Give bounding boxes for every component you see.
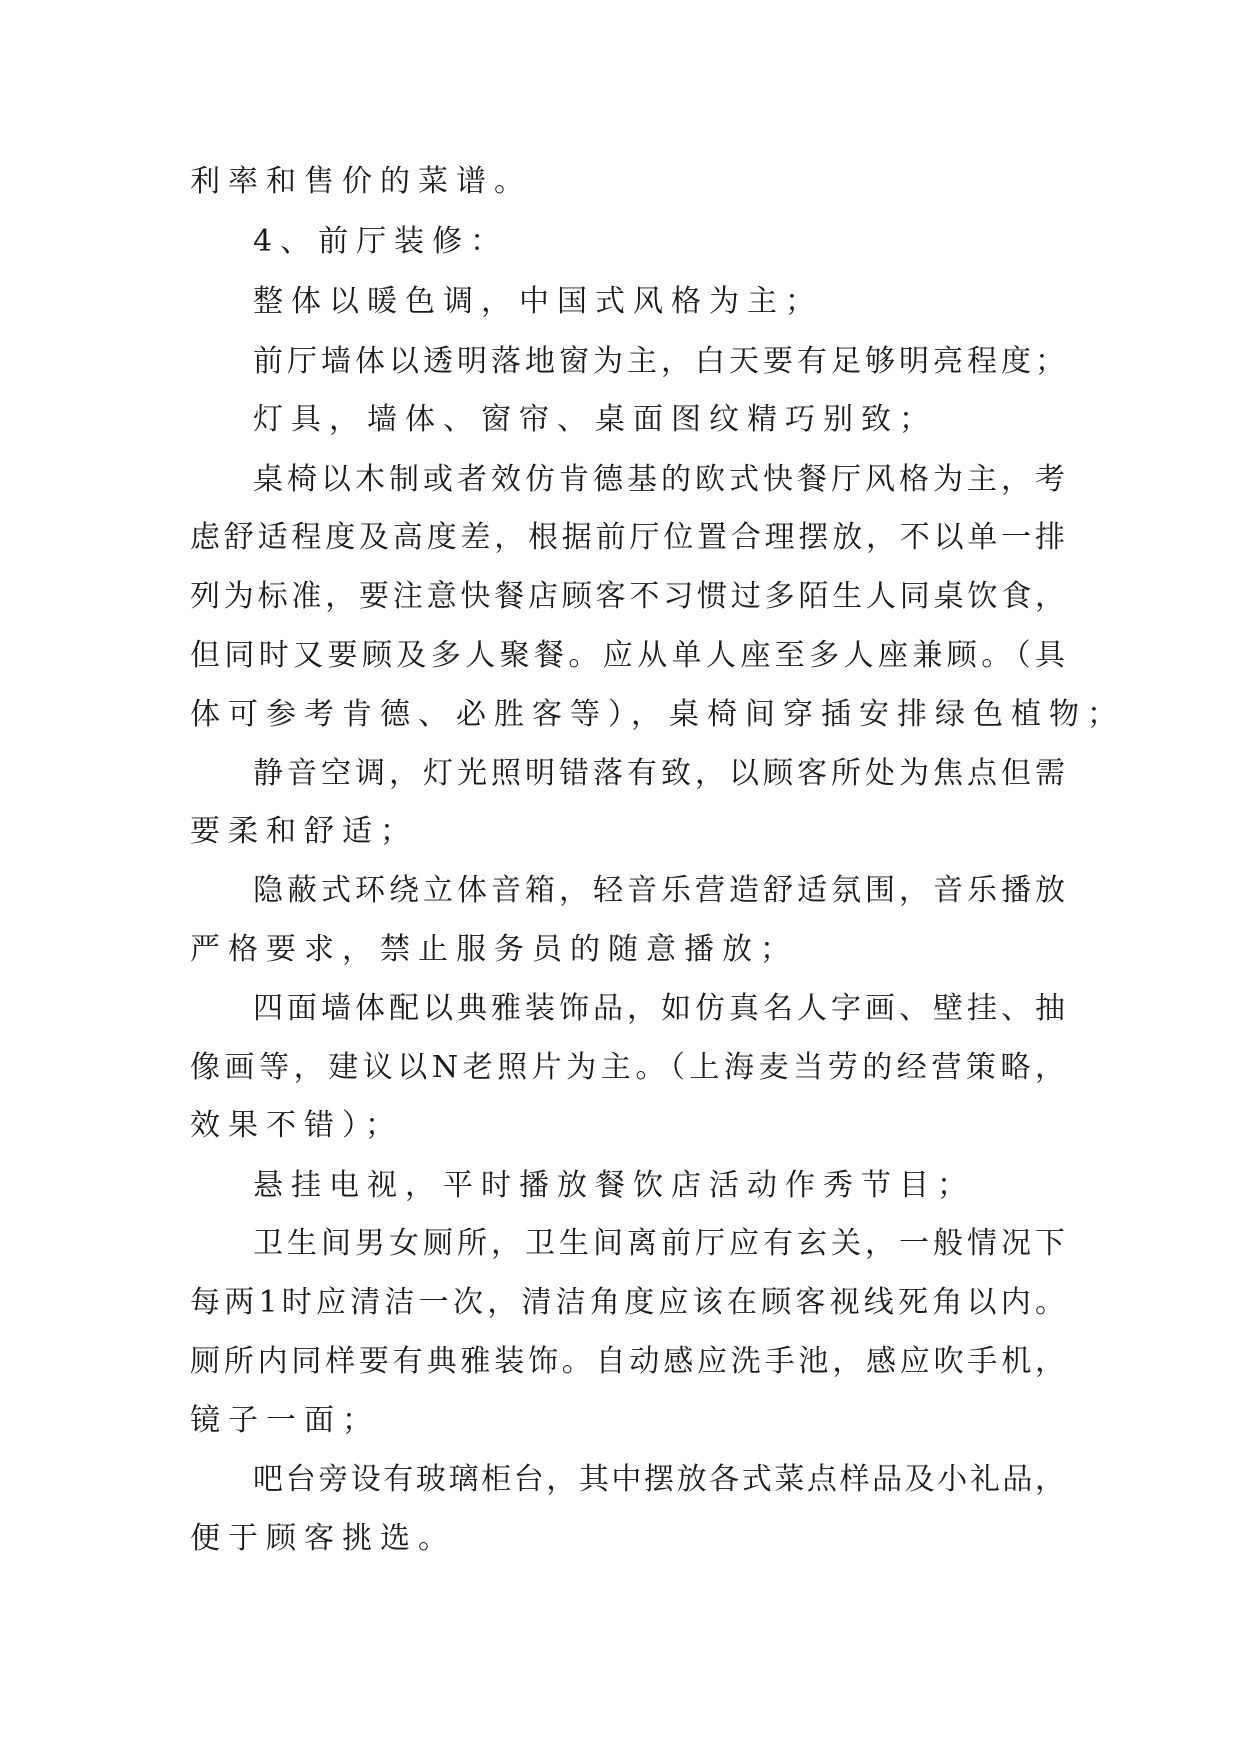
paragraph-line: 便于顾客挑选。 [190, 1521, 456, 1556]
paragraph-line: 每两1时应清洁一次，清洁角度应该在顾客视线死角以内。 [190, 1285, 1065, 1320]
paragraph-line: 灯具，墙体、窗帘、桌面图纹精巧别致； [253, 402, 937, 437]
paragraph-line: 体可参考肯德、必胜客等），桌椅间穿插安排绿色植物； [190, 697, 1125, 732]
paragraph-line: 隐蔽式环绕立体音箱，轻音乐营造舒适氛围，音乐播放 [253, 873, 1065, 908]
paragraph-line: 但同时又要顾及多人聚餐。应从单人座至多人座兼顾。（具 [190, 638, 1065, 673]
paragraph-line: 吧台旁设有玻璃柜台，其中摆放各式菜点样品及小礼品， [253, 1462, 1065, 1497]
paragraph-line: 整体以暖色调，中国式风格为主； [253, 284, 823, 319]
paragraph-line: 严格要求，禁止服务员的随意播放； [190, 932, 798, 967]
paragraph-line: 要柔和舒适； [190, 814, 418, 849]
paragraph-line: 静音空调，灯光照明错落有致，以顾客所处为焦点但需 [253, 756, 1065, 791]
paragraph-line: 卫生间男女厕所，卫生间离前厅应有玄关，一般情况下 [253, 1226, 1065, 1261]
paragraph-line: 像画等，建议以N老照片为主。（上海麦当劳的经营策略， [190, 1050, 1065, 1085]
paragraph-line: 桌椅以木制或者效仿肯德基的欧式快餐厅风格为主，考 [253, 462, 1065, 497]
paragraph-line: 虑舒适程度及高度差，根据前厅位置合理摆放，不以单一排 [190, 520, 1065, 555]
section-heading: 4、前厅装修： [253, 224, 509, 259]
paragraph-line: 前厅墙体以透明落地窗为主，白天要有足够明亮程度； [253, 344, 1065, 379]
paragraph-line: 镜子一面； [190, 1403, 380, 1438]
paragraph-line: 厕所内同样要有典雅装饰。自动感应洗手池，感应吹手机， [190, 1344, 1065, 1379]
paragraph-line: 四面墙体配以典雅装饰品，如仿真名人字画、壁挂、抽 [253, 991, 1065, 1026]
paragraph-line: 悬挂电视，平时播放餐饮店活动作秀节目； [253, 1168, 975, 1203]
paragraph-line: 列为标准，要注意快餐店顾客不习惯过多陌生人同桌饮食， [190, 579, 1065, 614]
paragraph-line: 利率和售价的菜谱。 [190, 164, 532, 199]
paragraph-line: 效果不错）； [190, 1108, 403, 1143]
